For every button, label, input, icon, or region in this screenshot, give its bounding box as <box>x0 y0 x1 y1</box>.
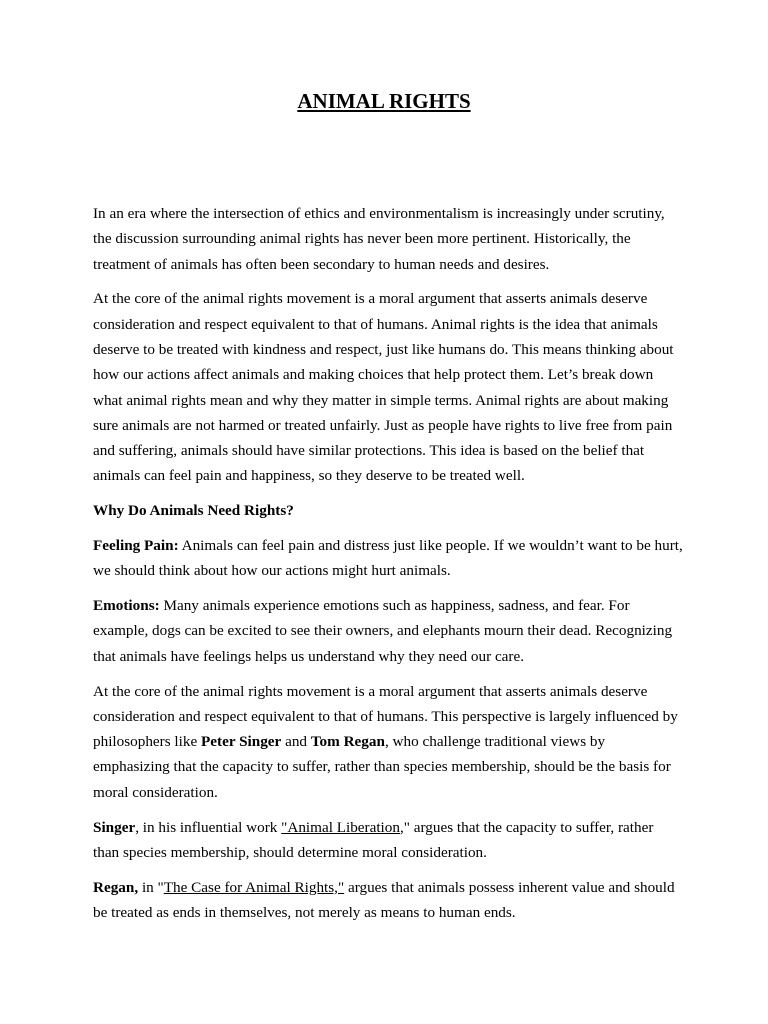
animal-liberation-link[interactable]: "Animal Liberation <box>281 818 400 836</box>
document-title: ANIMAL RIGHTS <box>297 89 471 113</box>
feeling-pain-text: Animals can feel pain and distress just like people. If we wouldn’t want to be hurt, we should think about how our actions might hurt animals. <box>93 537 683 580</box>
tom-regan-name: Tom Regan <box>310 733 385 751</box>
document-body <box>93 201 683 935</box>
singer-name: Singer <box>93 818 136 836</box>
intro-paragraph: In an era where the intersection of ethics and environmentalism is increasingly under scrutiny, the discussion surrounding animal rights has never been more pertinent. Historically, the treatment of animals has often been secondary to human needs and desires. <box>93 205 665 273</box>
why-heading: Why Do Animals Need Rights? <box>93 502 294 520</box>
feeling-pain-paragraph <box>93 533 683 584</box>
case-for-animal-rights-link[interactable]: The Case for Animal Rights," <box>163 878 345 896</box>
singer-pre: , in his influential work <box>135 818 282 836</box>
emotions-label: Emotions: <box>93 597 160 615</box>
regan-name: Regan, <box>93 878 139 896</box>
regan-pre: in " <box>138 878 164 896</box>
regan-paragraph <box>93 875 683 926</box>
philosophers-text-1: At the core of the animal rights movement is a moral argument that asserts animals deserve consideration and respect equivalent to that of humans. This perspective is largely influenced by philosophers like <box>93 682 678 751</box>
emotions-paragraph <box>93 593 683 669</box>
emotions-text: Many animals experience emotions such as happiness, sadness, and fear. For example, dogs can be excited to see their owners, and elephants mourn their dead. Recognizing that animals have feelings helps us understand why they need our care. <box>93 597 673 665</box>
philosophers-text-2: , who challenge traditional views by emphasizing that the capacity to suffer, rather than species membership, should be the basis for moral consideration. <box>93 733 671 801</box>
singer-paragraph <box>93 815 683 866</box>
singer-post: ," argues that the capacity to suffer, rather than species membership, should determine moral consideration. <box>93 818 654 861</box>
core-paragraph: At the core of the animal rights movement is a moral argument that asserts animals deserve consideration and respect equivalent to that of humans. Animal rights is the idea that animals deserve to be treated with kindness and respect, just like humans do. This means thinking about how our actions affect animals and making choices that help protect them. Let’s break down what animal rights mean and why they matter in simple terms. Animal rights are about making sure animals are not harmed or treated unfairly. Just as people have rights to live free from pain and suffering, animals should have similar protections. This idea is based on the belief that animals can feel pain and happiness, so they deserve to be treated well. <box>93 290 674 485</box>
peter-singer-name: Peter Singer <box>201 733 282 751</box>
philosophers-and: and <box>281 733 311 751</box>
philosophers-paragraph <box>93 679 683 805</box>
feeling-pain-label: Feeling Pain: <box>93 537 179 555</box>
regan-post: argues that animals possess inherent value and should be treated as ends in themselves, not merely as means to human ends. <box>93 878 675 921</box>
